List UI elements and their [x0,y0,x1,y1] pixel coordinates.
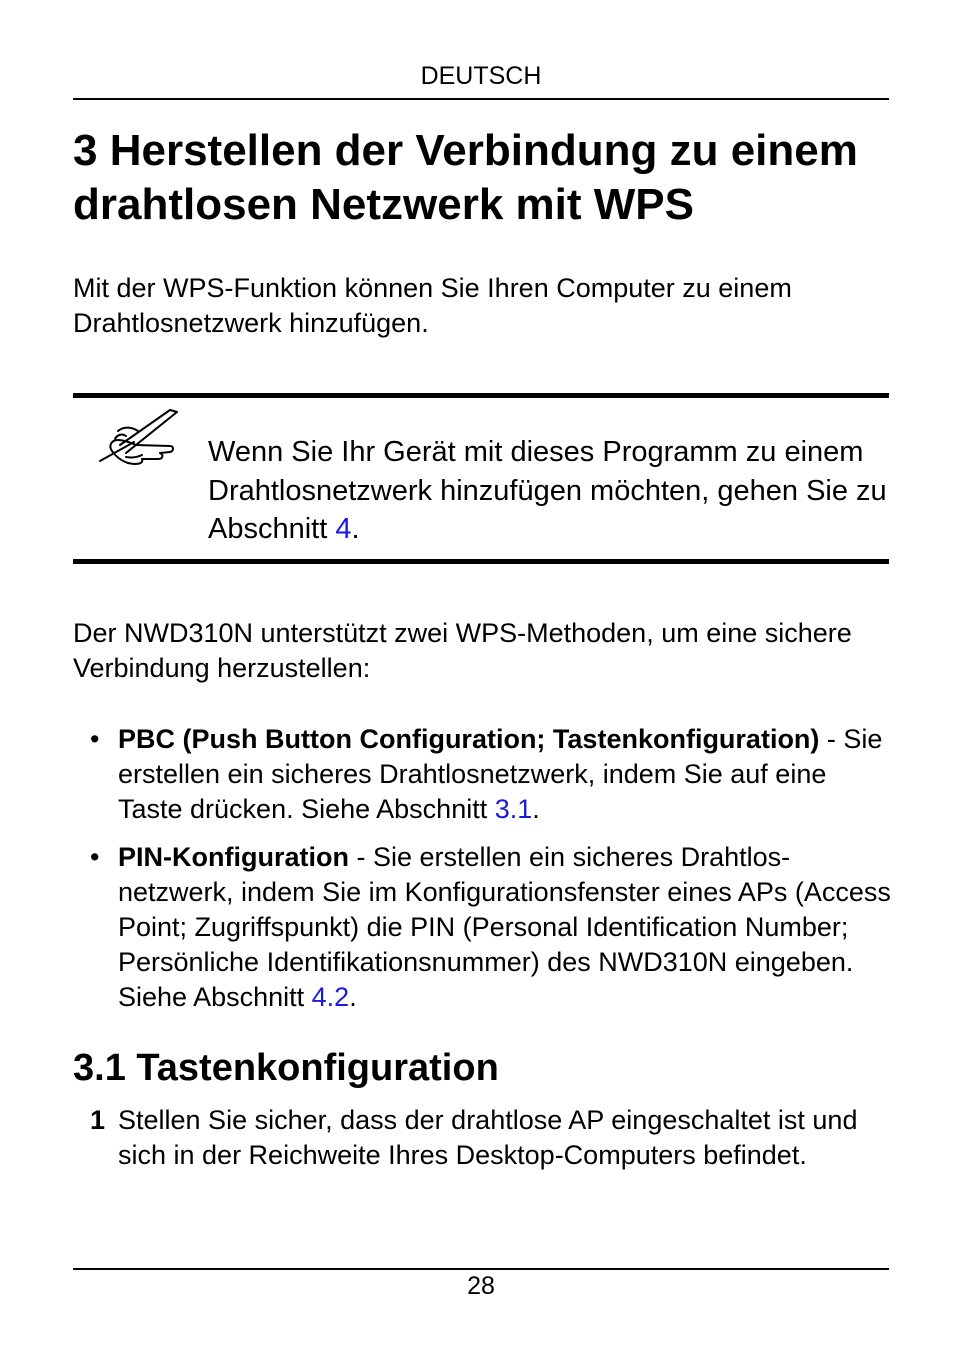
list-item-pbc [90,722,893,827]
note-text-end: . [351,513,360,545]
list-item-term: PBC (Push Button Configuration; Tastenkonfiguration) [118,724,820,754]
page-number: 28 [467,1272,495,1300]
list-item-description: - Sie erstellen ein sicheres Drahtlos-netzwerk, indem Sie im Konfigurationsfenster eines APs (Access Point; Zugriffspunkt) die PIN (Personal Identification Number; Persönliche Identifikationsnummer) des NWD310N eingeben. Siehe Abschnitt [118,842,891,1012]
chapter-title-line-2: drahtlosen Netzwerk mit WPS [73,180,695,229]
note-text [208,433,888,549]
section-link-4-2[interactable]: 4.2 [311,982,350,1012]
bullet-marker: • [90,842,100,872]
note-text-body: Wenn Sie Ihr Gerät mit dieses Programm zu einem Drahtlosnetzwerk hinzufügen möchten, gehen Sie zu Abschnitt [208,436,887,545]
chapter-title [73,124,903,232]
bullet-marker: • [90,724,100,754]
section-title: 3.1 Tastenkonfiguration [73,1047,499,1089]
list-item-pin [90,840,893,1015]
header-language: DEUTSCH [420,62,542,90]
list-item-end: . [349,982,357,1012]
note-section-link[interactable]: 4 [335,513,352,545]
list-item-description: - Sie erstellen ein sicheres Drahtlosnetzwerk, indem Sie auf eine Taste drücken. Siehe Abschnitt [118,724,883,824]
header-rule [73,98,889,100]
list-item-end: . [532,794,540,824]
methods-intro-paragraph: Der NWD310N unterstützt zwei WPS-Methoden, um eine sichere Verbindung herzustellen: [73,618,852,683]
list-item-term: PIN-Konfiguration [118,842,349,872]
step-item [90,1103,893,1173]
pen-note-icon [98,409,180,467]
note-bottom-rule [73,559,889,564]
step-text: Stellen Sie sicher, dass der drahtlose AP eingeschaltet ist und sich in der Reichweite Ihres Desktop-Computers befindet. [118,1105,858,1170]
note-top-rule [73,393,889,398]
intro-paragraph: Mit der WPS-Funktion können Sie Ihren Computer zu einem Drahtlosnetzwerk hinzufügen. [73,273,792,338]
section-link-3-1[interactable]: 3.1 [494,794,533,824]
step-number: 1 [90,1105,106,1135]
chapter-title-line-1: 3 Herstellen der Verbindung zu einem [73,126,858,175]
